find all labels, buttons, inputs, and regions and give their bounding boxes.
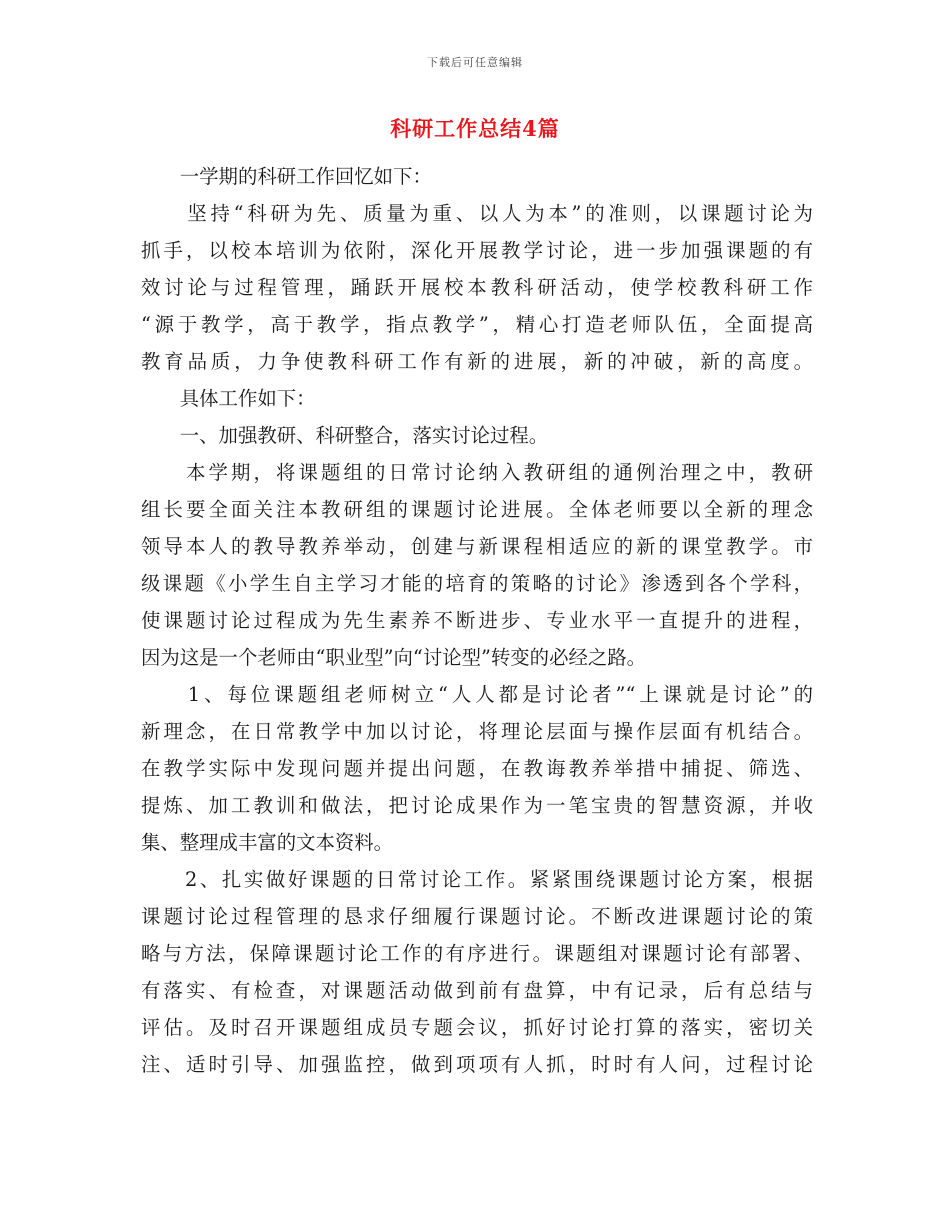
body-line: 一、加强教研、科研整合，落实讨论过程。 xyxy=(141,424,549,447)
body-line: 具体工作如下： xyxy=(141,387,316,410)
body-line: 组长要全面关注本教研组的课题讨论进展。全体老师要以全新的理念 xyxy=(141,498,813,521)
body-line: 在教学实际中发现问题并提出问题，在教诲教养举措中捕捉、筛选、 xyxy=(141,757,813,780)
body-line: 课题讨论过程管理的恳求仔细履行课题讨论。不断改进课题讨论的策 xyxy=(141,905,813,928)
body-line: 有落实、有检查，对课题活动做到前有盘算，中有记录，后有总结与 xyxy=(141,979,813,1002)
body-line: 因为这是一个老师由“职业型”向“讨论型”转变的必经之路。 xyxy=(141,646,647,669)
body-line: 略与方法，保障课题讨论工作的有序进行。课题组对课题讨论有部署、 xyxy=(141,942,813,965)
body-line: 1、每位课题组老师树立“人人都是讨论者”“上课就是讨论”的 xyxy=(141,683,813,706)
body-line: 注、适时引导、加强监控，做到项项有人抓，时时有人问，过程讨论 xyxy=(141,1053,813,1076)
document-title: 科研工作总结4篇 xyxy=(390,116,560,141)
body-line: 本学期，将课题组的日常讨论纳入教研组的通例治理之中，教研 xyxy=(141,461,813,484)
body-line: 评估。及时召开课题组成员专题会议，抓好讨论打算的落实，密切关 xyxy=(141,1016,813,1039)
body-line: “源于教学，高于教学，指点教学”，精心打造老师队伍，全面提高 xyxy=(141,313,813,336)
body-line: 集、整理成丰富的文本资料。 xyxy=(141,831,394,854)
body-line: 效讨论与过程管理，踊跃开展校本教科研活动，使学校教科研工作 xyxy=(141,276,813,299)
body-line: 领导本人的教导教养举动，创建与新课程相适应的新的课堂教学。市 xyxy=(141,535,813,558)
body-line: 教育品质，力争使教科研工作有新的进展，新的冲破，新的高度。 xyxy=(141,350,813,373)
body-line: 新理念，在日常教学中加以讨论，将理论层面与操作层面有机结合。 xyxy=(141,720,813,743)
body-line: 坚持“科研为先、质量为重、以人为本”的准则，以课题讨论为 xyxy=(141,202,813,225)
body-line: 抓手，以校本培训为依附，深化开展教学讨论，进一步加强课题的有 xyxy=(141,239,813,262)
page-header-note: 下载后可任意编辑 xyxy=(427,56,523,69)
body-line: 2、扎实做好课题的日常讨论工作。紧紧围绕课题讨论方案，根据 xyxy=(141,868,813,891)
body-line: 级课题《小学生自主学习才能的培育的策略的讨论》渗透到各个学科， xyxy=(141,572,813,595)
body-line: 使课题讨论过程成为先生素养不断进步、专业水平一直提升的进程， xyxy=(141,609,813,632)
body-line: 提炼、加工教训和做法，把讨论成果作为一笔宝贵的智慧资源，并收 xyxy=(141,794,813,817)
body-line: 一学期的科研工作回忆如下： xyxy=(141,165,432,188)
